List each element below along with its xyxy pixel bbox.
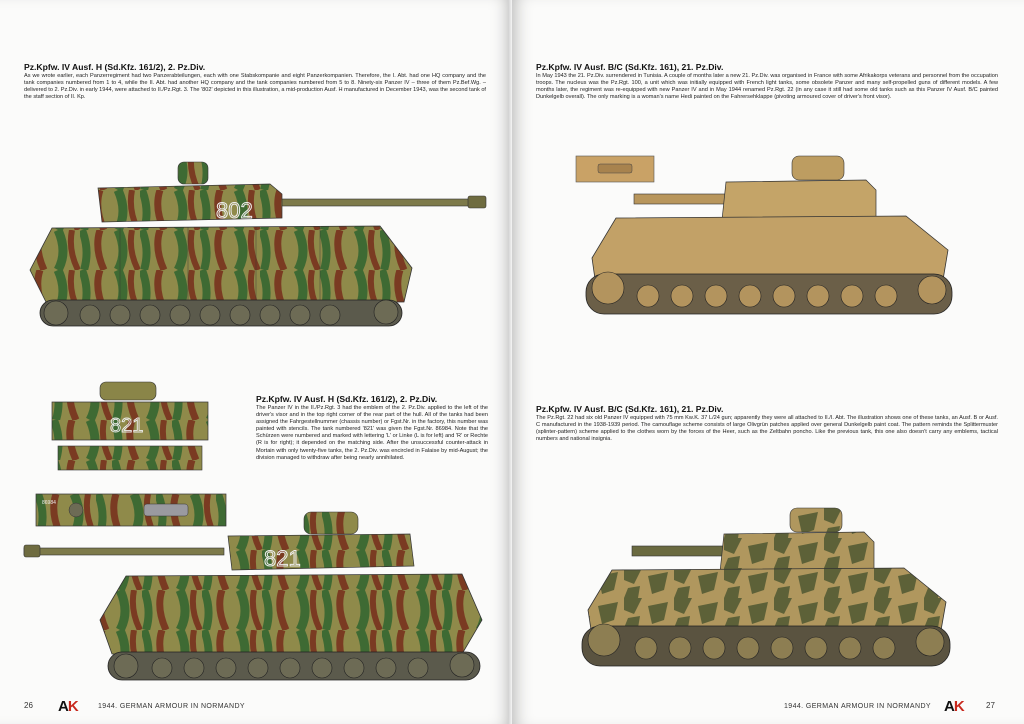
tank-802-illustration	[20, 150, 490, 335]
tank-number-821: 821	[264, 546, 301, 571]
ak-logo-a: A	[58, 698, 68, 715]
ak-logo-right	[944, 698, 964, 715]
right-body-1: In May 1943 the 21. Pz.Div. surrendered in Tunisia. A couple of months later a new 21. Pz.Div. was organised in France with some Afrikakorps veterans and personnel from the occupation troops. The nucleus was the Pz.Rgt. 100, a unit which was initially equipped with French light tanks, some obsolete Panzer and many self-propelled guns of different models. A few months later, the regiment was re-equipped with new Panzer IV and in May 1944 renamed Pz.Rgt. 22 (in any case it still had some old tanks such as this Panzer IV Ausf. B/C painted Dunkelgelb overall). The only marking is a woman's name Hedi painted on the Fahrersehklappe (pivoting armoured cover of driver's front visor).	[536, 73, 998, 101]
tank-821-top-view	[52, 380, 208, 472]
chassis-number-plate: 86984	[42, 500, 56, 506]
right-text-block-1	[536, 62, 998, 101]
tank-number-802: 802	[216, 198, 253, 223]
right-page-number: 27	[986, 701, 995, 710]
right-page	[512, 0, 1024, 724]
ak-logo-k: K	[67, 698, 78, 715]
right-footer-title: 1944. GERMAN ARMOUR IN NORMANDY	[784, 703, 931, 710]
right-text-block-2	[536, 404, 998, 443]
left-body-1: As we wrote earlier, each Panzerregiment had two Panzerabteilungen, each with one Stabskompanie and eight Panzerkompanien. Therefore, the I. Abt. had one HQ company and the tank companies numbered from 1 to 4, while the II. Abt. had another HQ company and the tank companies numbered from 5 to 8. Ninety-six Panzer IV – three of them Pz.Bef.Wg. –delivered to 2. Pz.Div. in early 1944, were attached to II./Pz.Rgt. 3. The '802' depicted in this illustration, a mid-production Ausf. H manufactured in December 1943, was the second tank of the staff section of II. Kp.	[24, 73, 486, 101]
left-text-block-2	[256, 394, 488, 462]
right-body-2: The Pz.Rgt. 22 had six old Panzer IV equipped with 75 mm Kw.K. 37 L/24 gun; apparently they were all attached to II./I. Abt. The illustration shows one of these tanks, an Ausf. B or Ausf. C manufactured in the 1938-1939 period. The camouflage scheme consists of large Olivgrün patches applied over general Dunkelgelb paint coat. The pattern reminds the Splittermuster (splinter-pattern) scheme applied to the clothes worn by the forces of the Heer, such as the Zeltbahn poncho. Like the previous tank, this one also doesn't carry any emblems, tactical numbers and national insignia.	[536, 415, 998, 443]
tank-821-top-number: 821	[110, 415, 144, 437]
tank-821-illustration	[22, 510, 492, 690]
ak-logo-k-right: K	[953, 698, 964, 715]
left-heading-1: Pz.Kpfw. IV Ausf. H (Sd.Kfz. 161/2), 2. Pz.Div.	[24, 62, 206, 72]
left-footer-title: 1944. GERMAN ARMOUR IN NORMANDY	[98, 703, 245, 710]
right-heading-2: Pz.Kpfw. IV Ausf. B/C (Sd.Kfz. 161), 21. Pz.Div.	[536, 404, 724, 414]
left-body-2: The Panzer IV in the II./Pz.Rgt. 3 had the emblem of the 2. Pz.Div. applied to the left of the driver's visor and in the top right corner of the rear part of the hull. All of the tanks had been assigned the Fahrgestellnummer (chassis number) or Fgst.Nr. in the factory, this number was painted with stencils. The tank numbered '821' was given the Fgst.Nr. 86984. Note that the Schürzen were numbered and marked with lettering 'L' or Linke (L is for left) and 'R' or Rechte (R is for right); it depended on the matching side. After the unsuccessful counter-attack in Mortain with only twenty-five tanks, the 2. Pz.Div. was encircled in Falaise by mid-August; the division managed to withdraw after being nearly annihilated.	[256, 405, 488, 461]
left-text-block-1	[24, 62, 486, 101]
right-heading-1: Pz.Kpfw. IV Ausf. B/C (Sd.Kfz. 161), 21. Pz.Div.	[536, 62, 724, 72]
left-page-number: 26	[24, 701, 33, 710]
ak-logo-left	[58, 698, 78, 715]
ak-logo-a-right: A	[944, 698, 954, 715]
tank-hedi-illustration	[576, 154, 976, 334]
left-heading-2: Pz.Kpfw. IV Ausf. H (Sd.Kfz. 161/2), 2. Pz.Div.	[256, 394, 438, 404]
tank-splinter-camo-illustration	[574, 508, 974, 688]
